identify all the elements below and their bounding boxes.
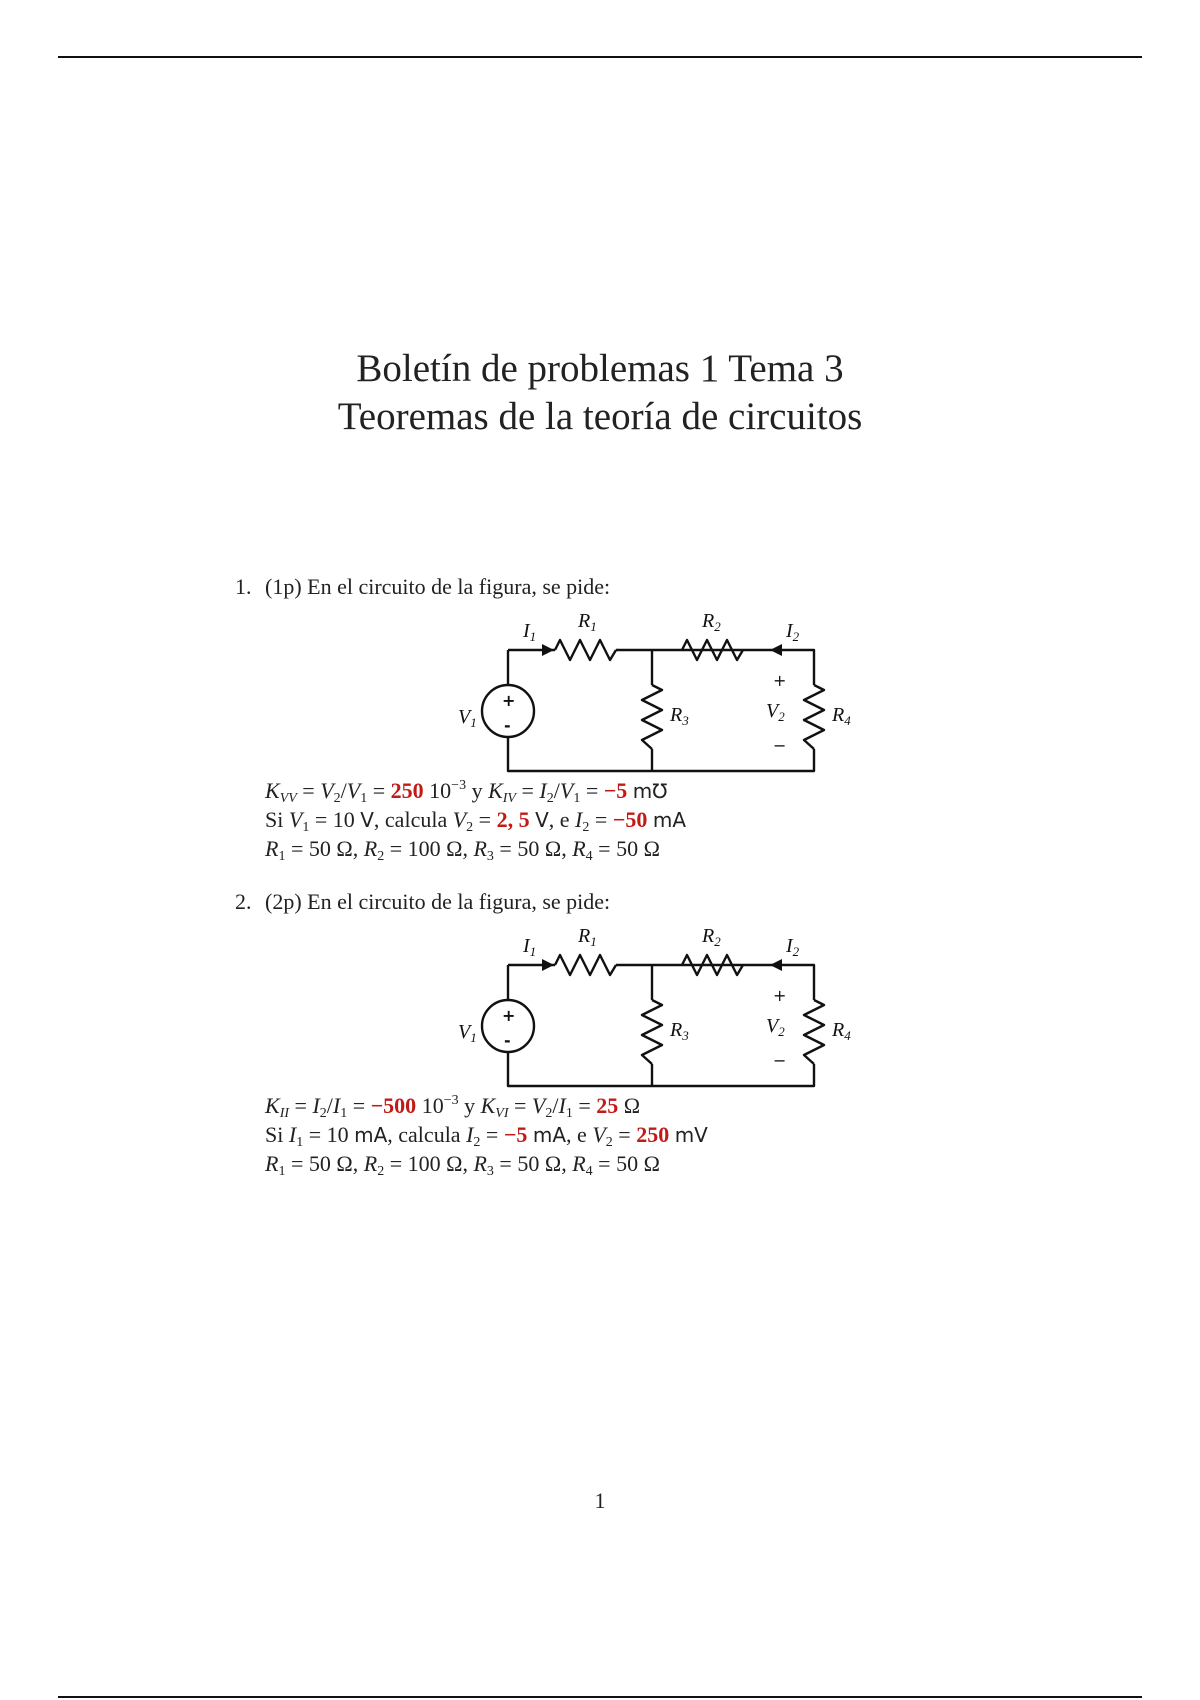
label-i1: $I_1$ [523,620,537,644]
problem-1-given: Si $V_1 = 10$ V, calcula $V_2 = 2$, 5 V, e $I_2 = -50$ mA [265,807,687,835]
label-r3: $R_3$ [670,1019,689,1043]
label-r2: $R_2$ [702,925,721,949]
current-arrow-i1 [542,644,554,656]
wire [508,737,814,771]
top-rule [58,56,1142,58]
label-v2: $V_2$ [766,1015,785,1039]
label-i2: $I_2$ [786,935,800,959]
problem-2-header [235,888,610,916]
answer-value: 25 [596,1093,619,1118]
answer-value: 250 [390,778,424,803]
label-i1: $I_1$ [523,935,537,959]
source-plus: + [502,1006,516,1025]
label-v2-minus: − [773,736,787,755]
answer-value: 250 [636,1122,670,1147]
label-v2-plus: + [773,671,787,690]
label-v1: $V_1$ [458,706,477,730]
current-arrow-i1 [542,959,554,971]
resistor-r1 [555,955,616,975]
wire [508,1052,814,1086]
current-arrow-i2 [770,959,782,971]
resistor-r3 [642,685,662,749]
answer-value: −50 [612,807,648,832]
problem-1-resistor-values: $R_1 = 50$ Ω, $R_2 = 100$ Ω, $R_3 = 50$ Ω, $R_4 = 50$ Ω [265,836,660,864]
label-r4: $R_4$ [832,704,851,728]
answer-value: −5 [603,778,628,803]
label-r4: $R_4$ [832,1019,851,1043]
circuit-diagram-1 [440,605,870,775]
label-r3: $R_3$ [670,704,689,728]
current-arrow-i2 [770,644,782,656]
problem-2-coefficients: $K_{II} = I_2/I_1 = -500$ $10^{-3}$ y $K_{VI} = V_2/I_1 = 25$ Ω [265,1093,641,1121]
problem-statement: (2p) En el circuito de la figura, se pide: [265,889,611,914]
source-plus: + [502,691,516,710]
document-title: Boletín de problemas 1 Tema 3 [356,347,844,390]
problem-2-given: Si $I_1 = 10$ mA, calcula $I_2 = -5$ mA, e $V_2 = 250$ mV [265,1122,708,1150]
answer-value: 2, 5 [496,807,530,832]
bottom-rule [58,1696,1142,1698]
label-r1: $R_1$ [578,925,597,949]
resistor-r4 [804,685,824,749]
resistor-r4 [804,1000,824,1064]
problem-number: 1. [235,574,252,599]
resistor-r3 [642,1000,662,1064]
circuit-diagram-2 [440,920,870,1090]
label-i2: $I_2$ [786,620,800,644]
source-minus: - [504,1031,511,1050]
label-v2-plus: + [773,986,787,1005]
document-subtitle: Teoremas de la teoría de circuitos [337,395,863,438]
resistor-r1 [555,640,616,660]
problem-2-resistor-values: $R_1 = 50$ Ω, $R_2 = 100$ Ω, $R_3 = 50$ Ω, $R_4 = 50$ Ω [265,1151,660,1179]
problem-number: 2. [235,889,252,914]
label-r2: $R_2$ [702,610,721,634]
problem-statement: (1p) En el circuito de la figura, se pide: [265,574,611,599]
answer-value: −500 [370,1093,417,1118]
problem-1-header [235,573,610,601]
answer-value: −5 [503,1122,528,1147]
source-minus: - [504,716,511,735]
label-v1: $V_1$ [458,1021,477,1045]
label-r1: $R_1$ [578,610,597,634]
label-v2-minus: − [773,1051,787,1070]
problem-1-coefficients: $K_{VV} = V_2/V_1 = 250$ $10^{-3}$ y $K_{IV} = I_2/V_1 = -5$ m℧ [265,778,668,806]
label-v2: $V_2$ [766,700,785,724]
page-number: 1 [594,1488,606,1513]
